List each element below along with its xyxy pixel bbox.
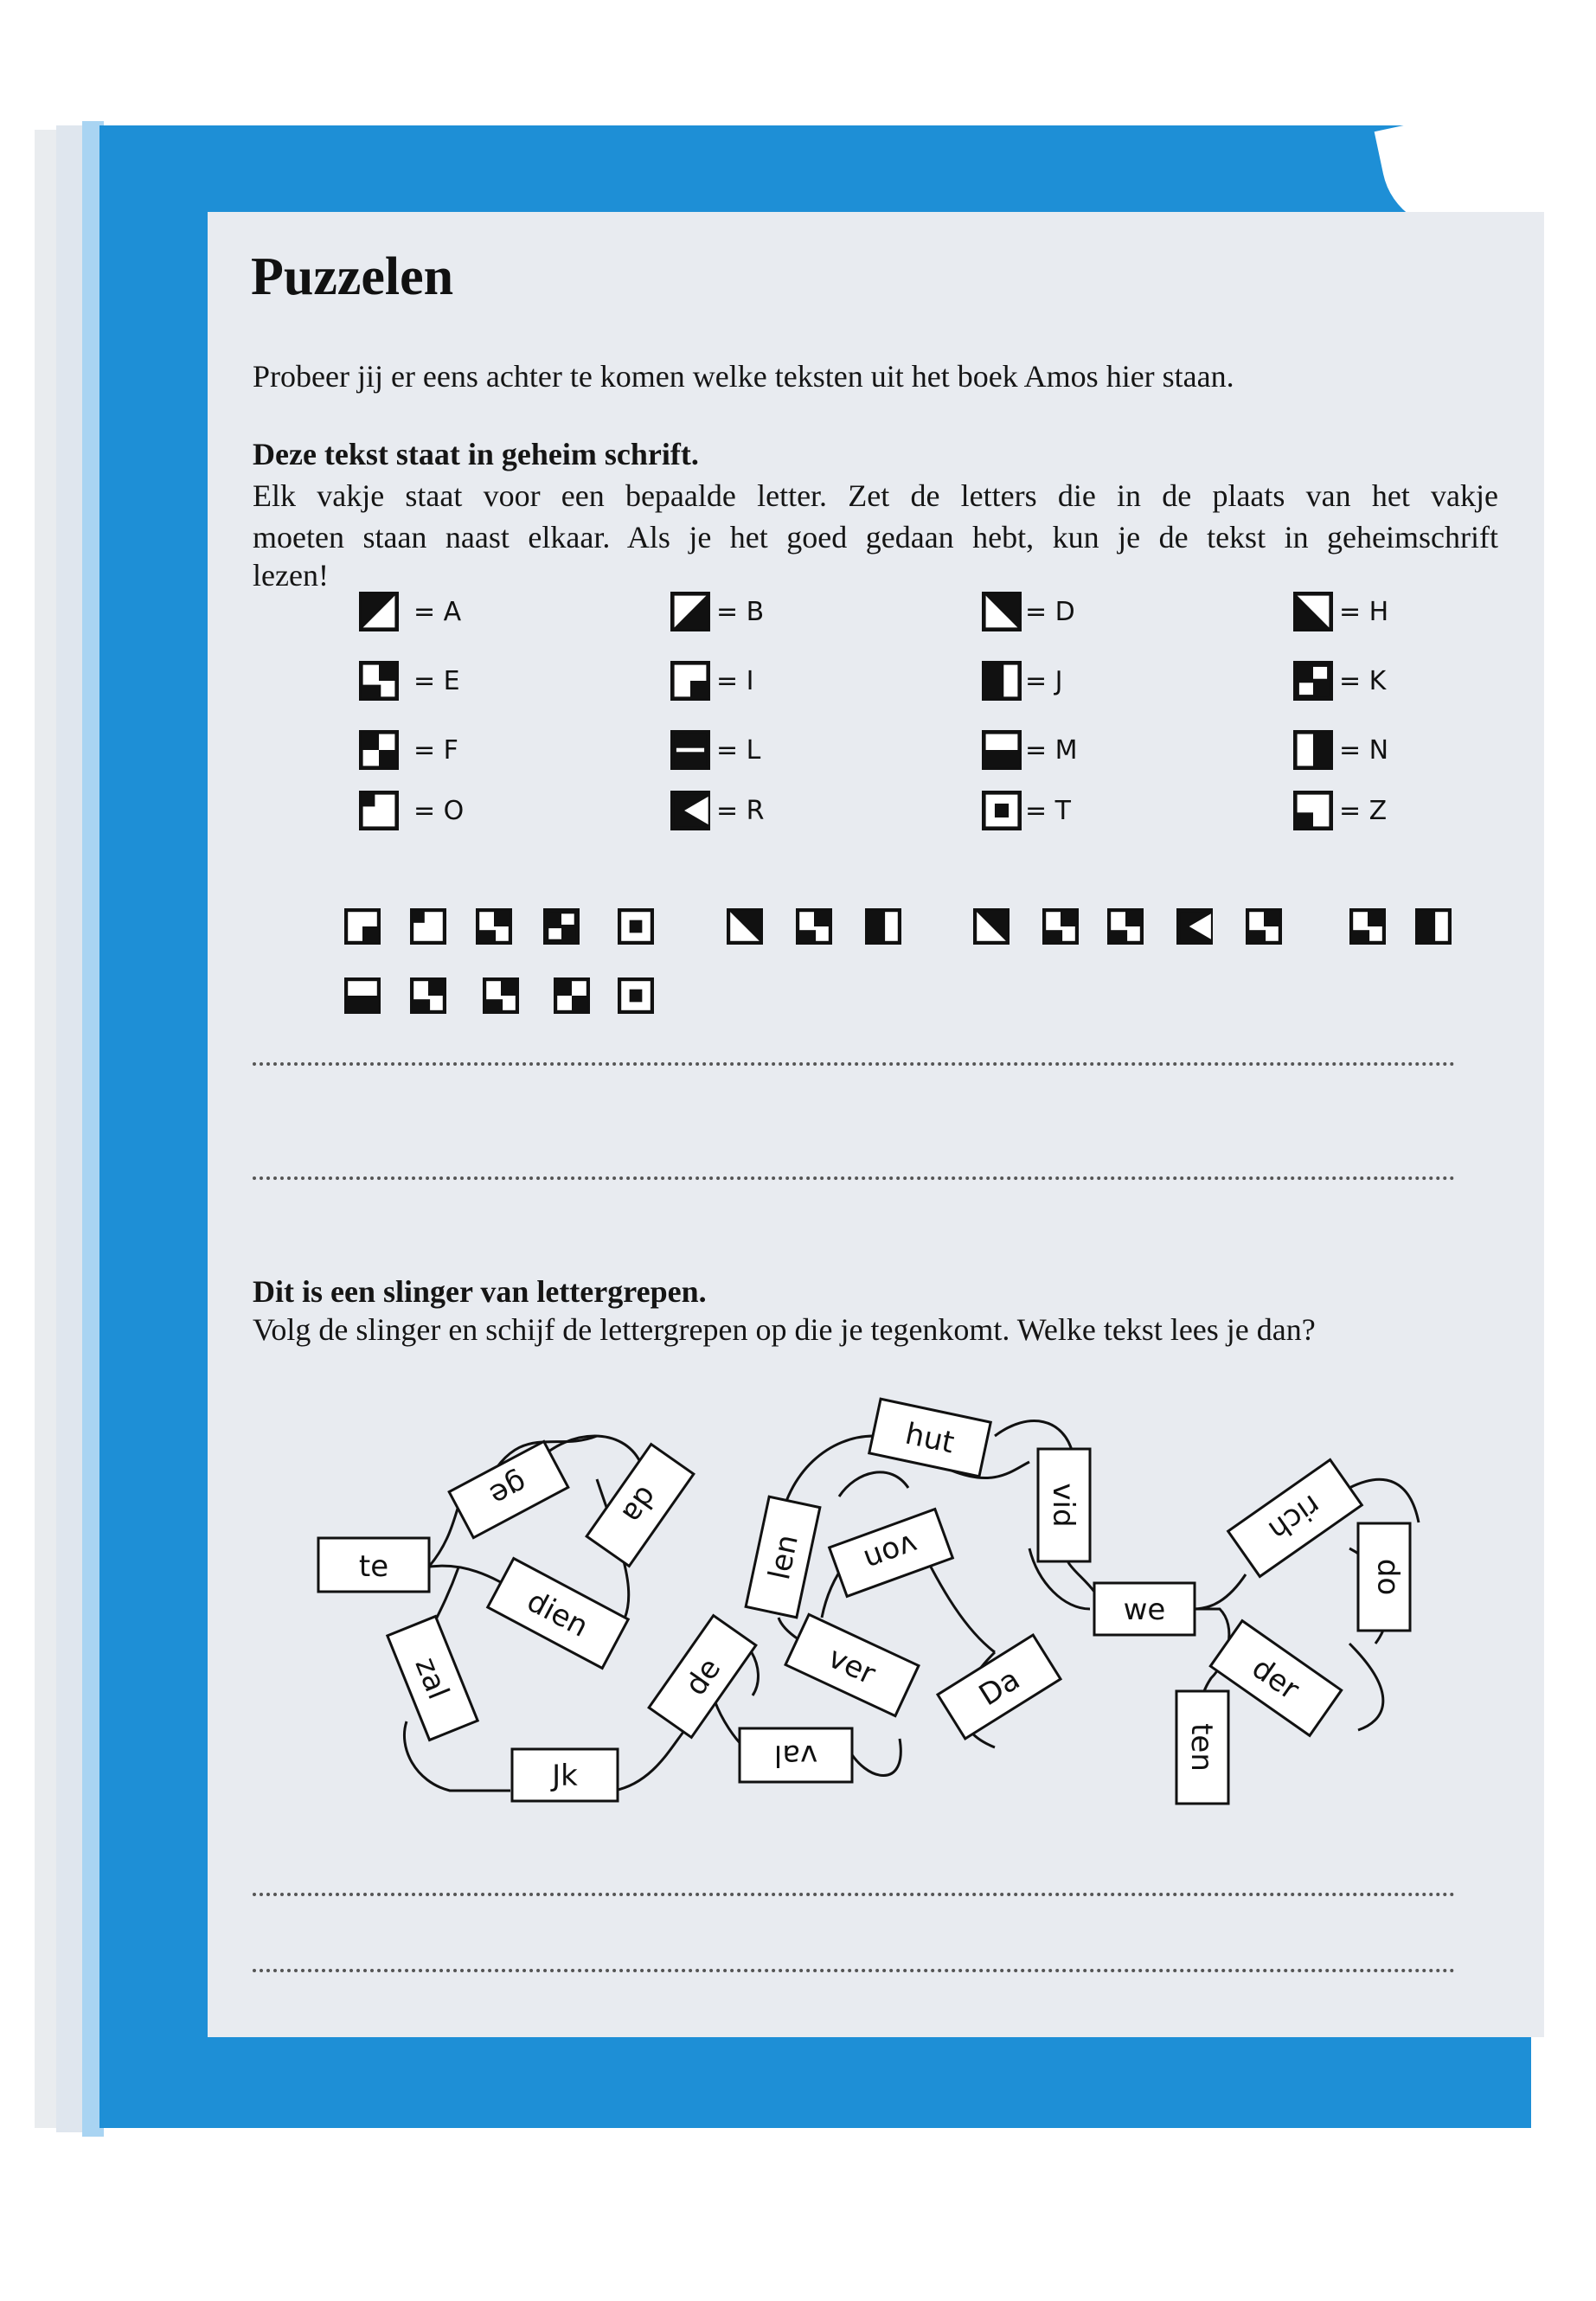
svg-text:vid: vid: [1046, 1483, 1080, 1528]
svg-text:ten: ten: [1184, 1723, 1219, 1772]
svg-text:rich: rich: [1261, 1487, 1327, 1548]
svg-text:hut: hut: [902, 1416, 958, 1461]
svg-text:de: de: [678, 1651, 728, 1702]
syllable-te: [318, 1538, 429, 1592]
svg-text:von: von: [859, 1526, 922, 1578]
syllable-val: [740, 1728, 852, 1782]
key-label-l: = L: [716, 735, 761, 766]
syllable-von: [830, 1509, 953, 1597]
svg-text:da: da: [614, 1479, 664, 1530]
key-label-o: = O: [413, 796, 465, 826]
key-label-f: = F: [413, 735, 458, 766]
svg-text:Da: Da: [972, 1662, 1027, 1714]
svg-text:dien: dien: [521, 1583, 594, 1644]
syllable-da: [586, 1445, 694, 1567]
syllable-hut: [869, 1399, 990, 1477]
key-label-t: = T: [1025, 796, 1071, 826]
answer-line-3[interactable]: [253, 1893, 1455, 1896]
syllable-de: [649, 1616, 756, 1738]
syllable-ten: [1176, 1691, 1228, 1804]
answer-line-4[interactable]: [253, 1969, 1455, 1972]
key-label-j: = J: [1025, 666, 1063, 696]
syllable-ver: [785, 1614, 919, 1715]
intro-text: Probeer jij er eens achter te komen welke teksten uit het boek Amos hier staan.: [253, 359, 1234, 394]
key-label-z: = Z: [1339, 796, 1388, 826]
syllable-der: [1210, 1621, 1341, 1736]
syllable-vid: [1038, 1449, 1090, 1561]
syllable-jk: [512, 1749, 618, 1801]
svg-text:Jk: Jk: [552, 1759, 578, 1793]
key-label-r: = R: [716, 796, 765, 826]
svg-text:ge: ge: [484, 1465, 533, 1513]
svg-text:te: te: [358, 1549, 389, 1584]
svg-text:zal: zal: [407, 1652, 456, 1705]
cipher-line-1: Elk vakje staat voor een bepaalde letter. Zet de letters die in de plaats van het vakje: [253, 478, 1498, 513]
key-label-k: = K: [1339, 666, 1387, 696]
page-title: Puzzelen: [251, 247, 454, 306]
slinger-instructions: Volg de slinger en schijf de lettergrepen op die je tegenkomt. Welke tekst lees je dan?: [253, 1312, 1316, 1347]
syllable-dien: [488, 1559, 628, 1669]
syllable-len: [746, 1497, 820, 1618]
svg-text:ver: ver: [823, 1640, 881, 1692]
syllable-op: [1358, 1523, 1410, 1631]
slinger-heading: Dit is een slinger van lettergrepen.: [253, 1274, 707, 1309]
key-label-d: = D: [1025, 597, 1075, 627]
syllable-rich: [1228, 1459, 1362, 1576]
key-label-b: = B: [716, 597, 765, 627]
key-label-e: = E: [413, 666, 460, 696]
cipher-heading: Deze tekst staat in geheim schrift.: [253, 437, 699, 471]
key-label-i: = I: [716, 666, 754, 696]
key-label-a: = A: [413, 597, 462, 627]
svg-text:der: der: [1245, 1650, 1306, 1708]
svg-text:len: len: [762, 1531, 805, 1583]
svg-text:val: val: [773, 1738, 818, 1772]
syllable-zal: [388, 1616, 478, 1740]
cipher-line-3: lezen!: [253, 558, 329, 593]
key-label-h: = H: [1339, 597, 1389, 627]
key-label-n: = N: [1339, 735, 1389, 766]
syllable-we: [1094, 1583, 1195, 1635]
cipher-line-2: moeten staan naast elkaar. Als je het goed gedaan hebt, kun je de tekst in geheimschrift: [253, 520, 1498, 554]
svg-text:op: op: [1368, 1558, 1402, 1596]
key-label-m: = M: [1025, 735, 1078, 766]
svg-text:we: we: [1123, 1593, 1166, 1627]
syllable-da-2: [938, 1635, 1061, 1739]
